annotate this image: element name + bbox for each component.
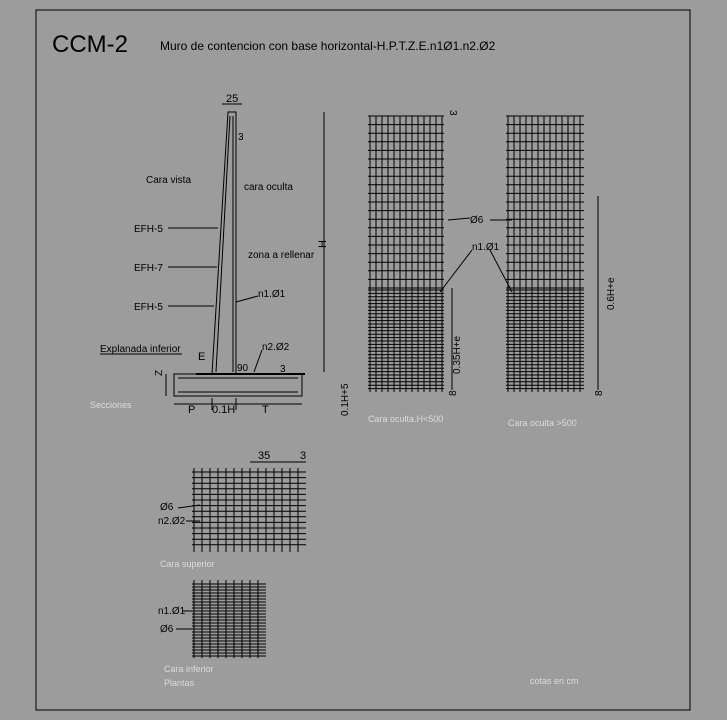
planBot-caption: Cara inferior (164, 664, 214, 674)
elevL-dim035: 0.35H+e (452, 335, 463, 374)
wall-footing (174, 374, 302, 396)
efh5a-label: EFH-5 (134, 224, 163, 235)
n1-label: n1.Ø1 (258, 289, 286, 300)
planTop-dim3: 3 (300, 450, 307, 462)
leader-n2 (254, 350, 262, 372)
h-label: H (317, 240, 329, 248)
elevR-dim06: 0.6H+e (606, 277, 617, 310)
plan-top-mesh (192, 468, 306, 552)
elevL-phi6-leader (448, 218, 470, 220)
dim-3-label: 3 (238, 132, 244, 143)
elevation-left-mesh (368, 116, 444, 392)
wall-stem-outline (212, 112, 236, 374)
wall-rebar-front (216, 116, 230, 372)
cara-vista-label: Cara vista (146, 175, 192, 186)
point1h-label: 0.1H (212, 404, 236, 416)
planTop-phi6: Ø6 (160, 502, 174, 513)
three-b-label: 3 (280, 364, 286, 375)
elevL-bottom-dim: 8 (448, 390, 459, 396)
e-label: E (198, 351, 206, 363)
efh7-label: EFH-7 (134, 263, 163, 274)
secciones-caption: Secciones (90, 400, 132, 410)
units-note: cotas en cm (530, 676, 579, 686)
base-h-label: 0.1H+5 (340, 383, 351, 416)
dim-top-label: 25 (226, 93, 239, 105)
planBot-n1: n1.Ø1 (158, 606, 186, 617)
planTop-phi6-leader (178, 505, 200, 508)
elevR-caption: Cara oculta >500 (508, 418, 577, 428)
ninety-label: 90 (237, 363, 249, 374)
z-label: Z (154, 369, 165, 376)
efh5b-label: EFH-5 (134, 302, 163, 313)
planTop-caption: Cara superior (160, 559, 215, 569)
t-label: T (262, 404, 269, 416)
elevR-bottom-dim: 8 (594, 390, 605, 396)
planBot-phi6: Ø6 (160, 624, 174, 635)
elevL-top-dim: 3 (447, 110, 458, 116)
planTop-dim35: 35 (258, 450, 271, 462)
planBot-caption2: Plantas (164, 678, 195, 688)
sheet-title: Muro de contencion con base horizontal-H.P.T.Z.E.n1Ø1.n2.Ø2 (160, 39, 496, 53)
elevL-caption: Cara oculta.H<500 (368, 414, 444, 424)
plan-bottom-mesh (192, 580, 266, 658)
zona-label: zona a rellenar (248, 250, 315, 261)
elevL-phi6-label: Ø6 (470, 215, 484, 226)
planTop-n2: n2.Ø2 (158, 516, 186, 527)
sheet-frame (36, 10, 690, 710)
elevL-n1-leader-a (440, 250, 472, 292)
cara-oculta-label: cara oculta (244, 182, 293, 193)
leader-n1 (236, 296, 258, 302)
n2-label: n2.Ø2 (262, 342, 290, 353)
explanada-label: Explanada inferior (100, 344, 181, 355)
elevation-right-mesh (506, 116, 584, 392)
p-label: P (188, 404, 196, 416)
elevL-n1-label: n1.Ø1 (472, 242, 500, 253)
sheet-code: CCM-2 (52, 31, 128, 58)
